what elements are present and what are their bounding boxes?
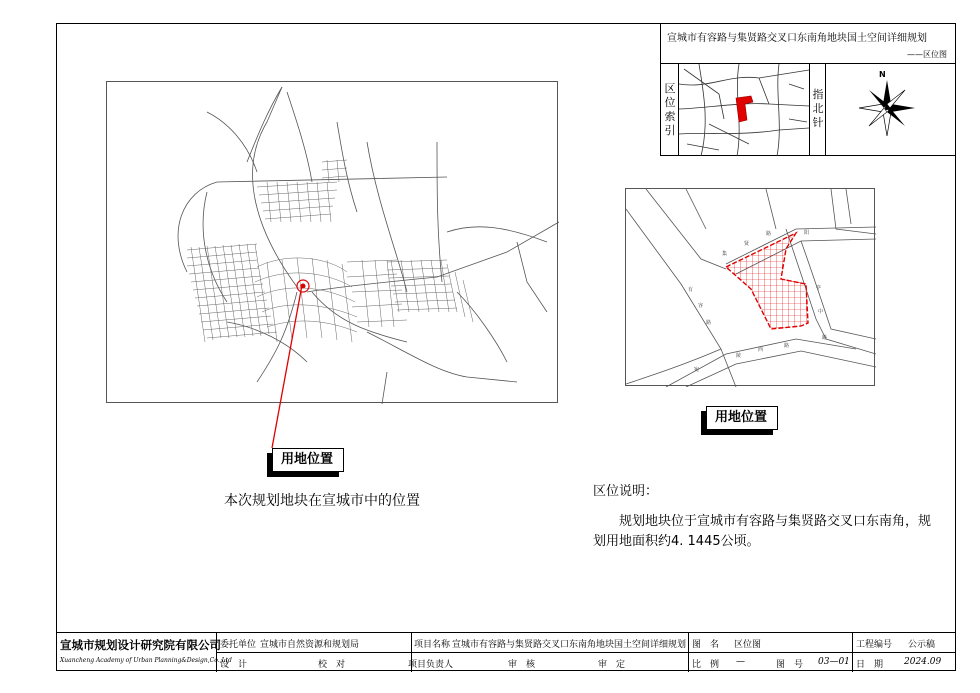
site-parcel — [726, 233, 808, 329]
project-label: 项目名称 — [414, 640, 451, 650]
title-block — [660, 24, 955, 64]
drawing-no-value: 03—01 — [818, 657, 850, 667]
road-label: 集 — [722, 251, 728, 257]
divider — [825, 64, 826, 156]
table-divider — [216, 652, 956, 653]
plan-title: 宣城市有容路与集贤路交叉口东南角地块国土空间详细规划 — [667, 33, 927, 44]
road-label: 宛 — [694, 367, 700, 373]
road-label: 亭 — [816, 285, 822, 291]
scale-label: 比 例 — [692, 660, 720, 670]
north-letter: N — [879, 70, 886, 79]
drawing-no-label: 图 号 — [776, 660, 804, 670]
drawing-name-label: 图 名 — [692, 640, 720, 650]
table-divider — [688, 633, 689, 672]
site-detail-map — [625, 188, 875, 386]
road-label: 西 — [758, 347, 764, 353]
client-label: 委托单位 — [220, 640, 257, 650]
road-label: 路 — [706, 320, 712, 326]
index-panel — [660, 64, 955, 156]
compass-icon — [857, 78, 917, 138]
index-minimap — [679, 64, 809, 156]
divider — [809, 64, 810, 156]
description-title: 区位说明： — [593, 484, 659, 499]
company-name: 宣城市规划设计研究院有限公司 — [60, 638, 221, 652]
project-no-label: 工程编号 — [856, 640, 893, 650]
title-table — [56, 632, 956, 671]
site-tag-detail: 用地位置 — [706, 406, 778, 430]
date-value: 2024.09 — [904, 657, 942, 667]
city-map — [106, 81, 558, 403]
description-body: 规划地块位于宣城市有容路与集贤路交叉口东南角，规划用地面积约4. 1445公顷。 — [593, 514, 932, 549]
design-label: 设 计 — [220, 660, 248, 670]
road-label: 容 — [698, 303, 704, 309]
project-no-value: 公示稿 — [908, 640, 936, 650]
review-label: 审 核 — [508, 660, 536, 670]
road-label: 阳 — [804, 230, 810, 236]
road-label: 路 — [784, 343, 790, 349]
road-label: 贤 — [744, 241, 750, 247]
north-label: 指 北 针 — [812, 88, 824, 129]
drawing-name-value: 区位图 — [734, 640, 762, 650]
main-map-caption: 本次规划地块在宣城市中的位置 — [224, 493, 420, 509]
plan-subtitle: ——区位图 — [907, 50, 947, 59]
client-value: 宣城市自然资源和规划局 — [260, 640, 360, 650]
leader-label: 项目负责人 — [408, 660, 454, 670]
check-label: 校 对 — [318, 660, 346, 670]
project-value: 宣城市有容路与集贤路交叉口东南角地块国土空间详细规划 — [452, 640, 687, 650]
approve-label: 审 定 — [598, 660, 626, 670]
date-label: 日 期 — [856, 660, 884, 670]
road-label: 路 — [766, 231, 772, 237]
company-name-en: Xuancheng Academy of Urban Planning&Design,Co.,Ltd — [60, 657, 232, 664]
road-label: 路 — [822, 335, 828, 341]
site-marker — [736, 96, 753, 122]
table-divider — [852, 633, 853, 672]
road-label: 中 — [818, 309, 824, 315]
road-label: 有 — [688, 287, 694, 293]
site-road-network — [626, 189, 876, 387]
index-label: 区 位 索 引 — [664, 82, 676, 137]
city-road-network — [107, 82, 559, 404]
site-tag-main: 用地位置 — [272, 448, 344, 472]
road-label: 陵 — [736, 353, 742, 359]
scale-value: — — [736, 657, 745, 667]
